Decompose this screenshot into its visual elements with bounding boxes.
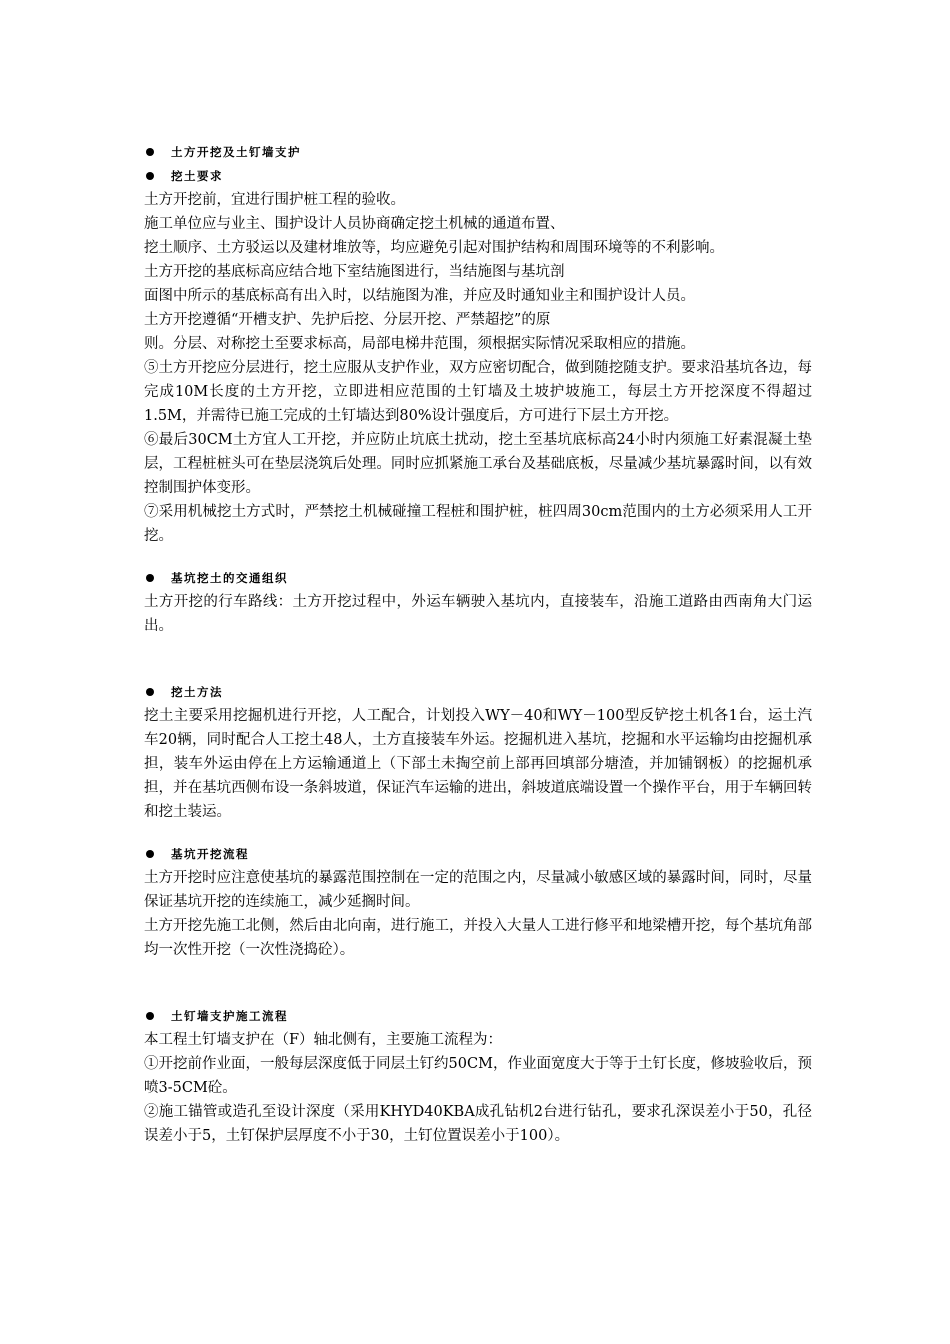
bullet-icon — [146, 148, 154, 156]
paragraph: 土方开挖的行车路线：土方开挖过程中，外运车辆驶入基坑内，直接装车，沿施工道路由西南角大门运出。 — [144, 594, 812, 634]
heading-text: 土方开挖及土钉墙支护 — [171, 145, 301, 159]
heading-text: 土钉墙支护施工流程 — [171, 1009, 288, 1023]
paragraph: ①开挖前作业面，一般每层深度低于同层土钉约50CM，作业面宽度大于等于土钉长度，修坡验收后，预喷3-5CM砼。 — [144, 1056, 812, 1096]
paragraph: ⑦采用机械挖土方式时，严禁挖土机械碰撞工程桩和围护桩，桩四周30cm范围内的土方必须采用人工开挖。 — [144, 504, 812, 544]
paragraph: 土方开挖遵循“开槽支护、先护后挖、分层开挖、严禁超挖”的原 — [144, 312, 551, 328]
document-body — [144, 140, 812, 1148]
section-heading — [144, 680, 812, 704]
paragraph: 土方开挖的基底标高应结合地下室结施图进行，当结施图与基坑剖 — [144, 264, 565, 280]
paragraph: 则。分层、对称挖土至要求标高，局部电梯井范围，须根据实际情况采取相应的措施。 — [144, 336, 695, 352]
section-heading — [144, 140, 812, 164]
bullet-icon — [146, 574, 154, 582]
paragraph: 土方开挖时应注意使基坑的暴露范围控制在一定的范围之内，尽量减小敏感区域的暴露时间，同时，尽量保证基坑开挖的连续施工，减少延搁时间。 — [144, 870, 812, 910]
paragraph: 面图中所示的基底标高有出入时，以结施图为准，并应及时通知业主和围护设计人员。 — [144, 288, 695, 304]
section-heading — [144, 164, 812, 188]
bullet-icon — [146, 688, 154, 696]
paragraph: 挖土顺序、土方驳运以及建材堆放等，均应避免引起对围护结构和周围环境等的不利影响。 — [144, 240, 724, 256]
paragraph: 土方开挖前，宜进行围护桩工程的验收。 — [144, 192, 405, 208]
paragraph: 施工单位应与业主、围护设计人员协商确定挖土机械的通道布置、 — [144, 216, 565, 232]
bullet-icon — [146, 1012, 154, 1020]
heading-text: 基坑开挖流程 — [171, 847, 249, 861]
paragraph: 挖土主要采用挖掘机进行开挖，人工配合，计划投入WY－40和WY－100型反铲挖土机各1台，运土汽车20辆，同时配合人工挖土48人，土方直接装车外运。挖掘机进入基坑，挖掘和水平运输均由挖掘机承担，装车外运由停在上方运输通道上（下部土未掏空前上部再回填部分塘渣，并加铺钢板）的挖掘机承担，并在基坑西侧布设一条斜坡道，保证汽车运输的进出，斜坡道底端设置一个操作平台，用于车辆回转和挖土装运。 — [144, 708, 812, 820]
paragraph: ⑤土方开挖应分层进行，挖土应服从支护作业，双方应密切配合，做到随挖随支护。要求沿基坑各边，每完成10M长度的土方开挖，立即进相应范围的土钉墙及土坡护坡施工，每层土方开挖深度不得超过1.5M，并需待已施工完成的土钉墙达到80%设计强度后，方可进行下层土方开挖。 — [144, 360, 812, 424]
section-heading — [144, 842, 812, 866]
bullet-icon — [146, 850, 154, 858]
bullet-icon — [146, 172, 154, 180]
heading-text: 挖土要求 — [171, 169, 223, 183]
paragraph: 本工程土钉墙支护在（F）轴北侧有，主要施工流程为： — [144, 1032, 503, 1048]
paragraph: ②施工锚管或造孔至设计深度（采用KHYD40KBA成孔钻机2台进行钻孔，要求孔深误差小于50，孔径误差小于5，土钉保护层厚度不小于30，土钉位置误差小于100）。 — [144, 1104, 812, 1144]
section-heading — [144, 1004, 812, 1028]
paragraph: 土方开挖先施工北侧，然后由北向南，进行施工，并投入大量人工进行修平和地梁槽开挖，每个基坑角部均一次性开挖（一次性浇捣砼）。 — [144, 918, 812, 958]
heading-text: 挖土方法 — [171, 685, 223, 699]
section-heading — [144, 566, 812, 590]
heading-text: 基坑挖土的交通组织 — [171, 571, 288, 585]
paragraph: ⑥最后30CM土方宜人工开挖，并应防止坑底土扰动，挖土至基坑底标高24小时内须施工好素混凝土垫层，工程桩桩头可在垫层浇筑后处理。同时应抓紧施工承台及基础底板，尽量减少基坑暴露时间，以有效控制围护体变形。 — [144, 432, 812, 496]
